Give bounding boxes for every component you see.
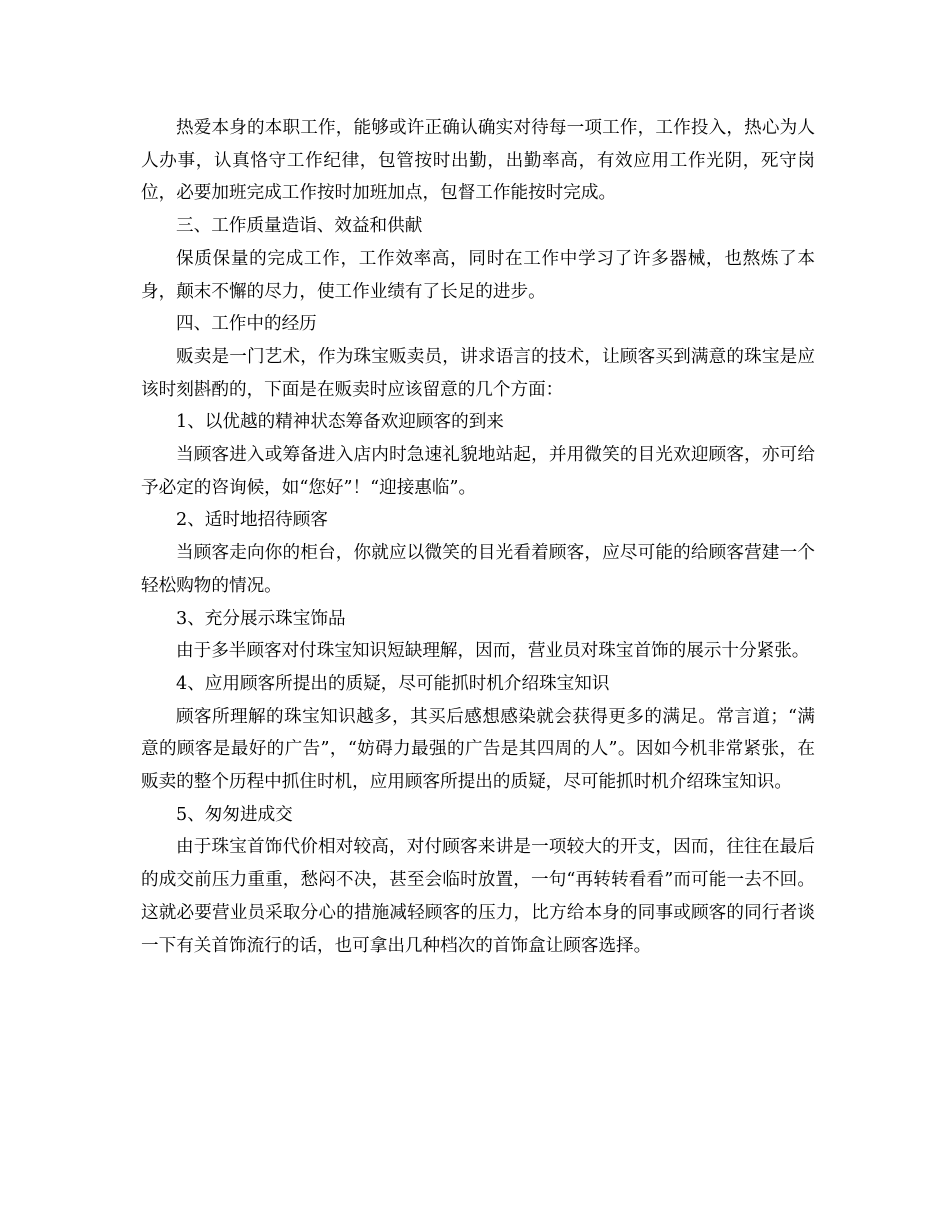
section-heading-work-quality: 三、工作质量造诣、效益和供献 <box>176 216 423 237</box>
paragraph-display-jewelry: 由于多半顾客对付珠宝知识短缺理解，因而，营业员对珠宝首饰的展示十分紧张。 <box>176 641 810 662</box>
subheading-2: 2、适时地招待顾客 <box>176 510 328 531</box>
document-body <box>141 112 815 962</box>
paragraph-introduce-knowledge: 顾客所理解的珠宝知识越多，其买后感想感染就会获得更多的满足。常言道；“满意的顾客是最好的广告”，“妨碍力最强的广告是其四周的人”。因如今机非常紧张，在贩卖的整个历程中抓住时机，应用顾客所提出的质疑，尽可能抓时机介绍珠宝知识。 <box>141 706 815 793</box>
subheading-4: 4、应用顾客所提出的质疑，尽可能抓时机介绍珠宝知识 <box>176 673 610 694</box>
paragraph-close-deal: 由于珠宝首饰代价相对较高，对付顾客来讲是一项较大的开支，因而，往往在最后的成交前压力重重，愁闷不决，甚至会临时放置，一句“再转转看看”而可能一去不回。这就必要营业员采取分心的措施减轻顾客的压力，比方给本身的同事或顾客的同行者谈一下有关首饰流行的话，也可拿出几种档次的首饰盒让顾客选择。 <box>141 837 815 956</box>
paragraph-welcome-customers: 当顾客进入或筹备进入店内时急速礼貌地站起，并用微笑的目光欢迎顾客，亦可给予必定的咨询候，如“您好”！“迎接惠临”。 <box>141 445 815 498</box>
paragraph-receive-customers: 当顾客走向你的柜台，你就应以微笑的目光看着顾客，应尽可能的给顾客营建一个轻松购物的情况。 <box>141 543 815 596</box>
paragraph-work-attitude: 热爱本身的本职工作，能够或许正确认确实对待每一项工作，工作投入，热心为人人办事，认真恪守工作纪律，包管按时出勤，出勤率高，有效应用工作光阴，死守岗位，必要加班完成工作按时加班加点，包督工作能按时完成。 <box>141 118 815 204</box>
subheading-3: 3、充分展示珠宝饰品 <box>176 608 346 629</box>
section-heading-experience: 四、工作中的经历 <box>176 314 317 335</box>
subheading-1: 1、以优越的精神状态筹备欢迎顾客的到来 <box>176 412 504 433</box>
paragraph-sales-art: 贩卖是一门艺术，作为珠宝贩卖员，讲求语言的技术，让顾客买到满意的珠宝是应该时刻斟酌的，下面是在贩卖时应该留意的几个方面： <box>141 346 815 400</box>
subheading-5: 5、匆匆进成交 <box>176 804 293 825</box>
paragraph-work-quality: 保质保量的完成工作，工作效率高，同时在工作中学习了许多器械，也熬炼了本身，颠末不懈的尽力，使工作业绩有了长足的进步。 <box>141 248 815 302</box>
